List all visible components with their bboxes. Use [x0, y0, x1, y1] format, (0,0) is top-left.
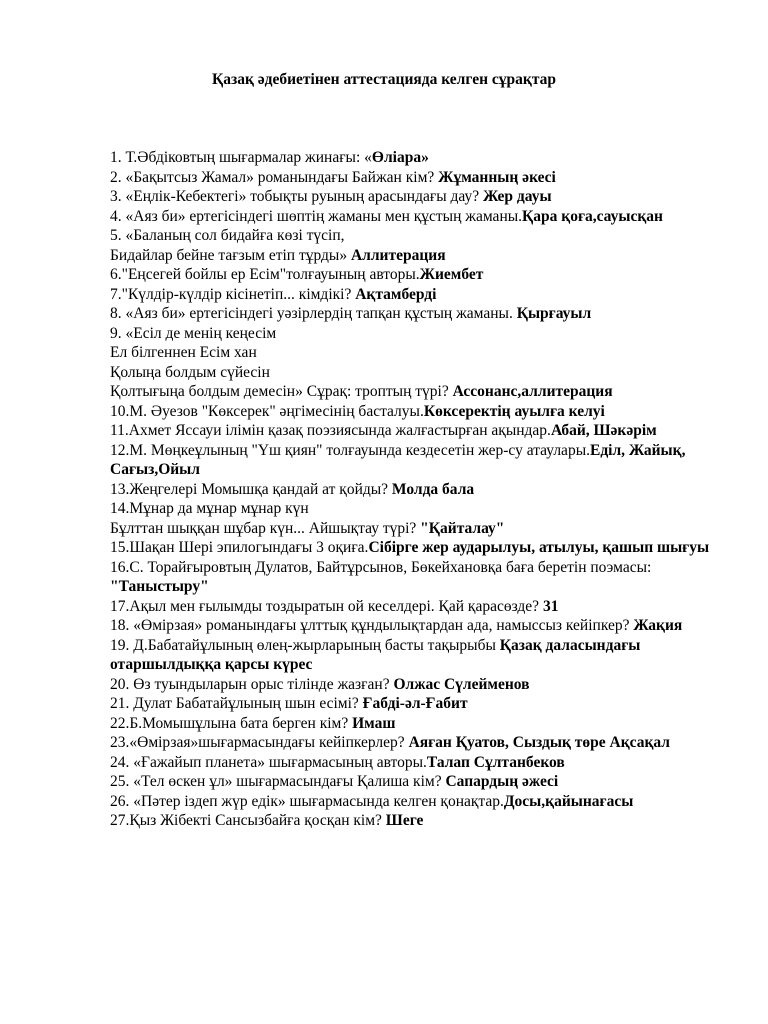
- question-item: [110, 304, 740, 324]
- question-item: [110, 811, 740, 831]
- question-item: [110, 324, 740, 402]
- question-text: 14.Мұнар да мұнар мұнар күн: [110, 500, 309, 517]
- question-item: [110, 265, 740, 285]
- question-line: [110, 402, 740, 422]
- question-text: 25. «Тел өскен ұл» шығармасындағы Қалиша кім?: [110, 773, 446, 790]
- question-item: [110, 168, 740, 188]
- question-line: [110, 714, 740, 734]
- question-line: [110, 772, 740, 792]
- question-line: [110, 636, 740, 675]
- question-item: [110, 187, 740, 207]
- question-item: [110, 480, 740, 500]
- answer-text: Молда бала: [391, 480, 475, 498]
- question-text: 10.М. Әуезов "Көксерек" әңгімесінің басталуы.: [110, 402, 424, 420]
- question-text: 13.Жеңгелері Момышқа қандай ат қойды?: [110, 480, 392, 498]
- question-item: [110, 441, 740, 480]
- question-item: [110, 538, 740, 558]
- answer-text: Ассонанс,аллитерация: [452, 383, 613, 400]
- question-item: [110, 714, 740, 734]
- answer-text: Жұманның әкесі: [438, 168, 556, 186]
- question-text: 1. Т.Әбдіковтың шығармалар жинағы: «: [110, 149, 372, 166]
- answer-text: Көксеректің ауылға келуі: [423, 402, 605, 420]
- question-text: 19. Д.Бабатайұлының өлең-жырларының басты тақырыбы: [110, 636, 500, 654]
- question-list: [110, 148, 740, 831]
- question-line: [110, 207, 740, 227]
- question-text: 17.Ақыл мен ғылымды тоздыратын ой кеселдері. Қай қарасөзде?: [110, 597, 543, 615]
- answer-text: Аллитерация: [350, 246, 446, 264]
- answer-text: Жиембет: [419, 266, 484, 283]
- question-text: 23.«Өмірзая»шығармасындағы кейіпкерлер?: [110, 734, 409, 751]
- answer-text: Өліара»: [371, 149, 429, 166]
- question-text: 4. «Аяз би» ертегісіндегі шөптің жаманы мен құстың жаманы.: [110, 207, 523, 225]
- question-text: 3. «Еңлік-Кебектегі» тобықты руының арасындағы дау?: [110, 188, 483, 205]
- question-line: [110, 187, 740, 207]
- question-line: [110, 597, 740, 617]
- answer-text: Еділ, Жайық, Сағыз,Ойыл: [110, 441, 686, 478]
- question-line: [110, 675, 740, 695]
- answer-text: "Қайталау": [420, 519, 505, 537]
- question-line: [110, 148, 740, 168]
- question-text: Бұлттан шыққан шұбар күн... Айшықтау түрі?: [110, 519, 421, 537]
- question-line: [110, 792, 740, 812]
- question-text: 22.Б.Момышұлына бата берген кім?: [110, 714, 353, 732]
- question-text: 16.С. Торайғыровтың Дулатов, Байтұрсынов, Бөкейхановқа баға беретін поэмасы:: [110, 558, 652, 576]
- question-item: [110, 402, 740, 422]
- question-line: [110, 616, 740, 636]
- question-line: [110, 343, 740, 363]
- question-line: [110, 382, 740, 402]
- question-text: 15.Шақан Шері эпилогындағы 3 оқиға.: [110, 539, 369, 556]
- question-line: [110, 304, 740, 324]
- question-text: 21. Дулат Бабатайұлының шын есімі?: [110, 695, 363, 712]
- question-text: 6."Еңсегей бойлы ер Есім"толғауының авторы.: [110, 266, 420, 283]
- question-text: 5. «Баланың сол бидайға көзі түсіп,: [110, 227, 345, 244]
- question-item: [110, 421, 740, 441]
- answer-text: 31: [542, 597, 559, 615]
- question-line: [110, 265, 740, 285]
- answer-text: Жер дауы: [483, 188, 552, 205]
- question-text: 7."Күлдір-күлдір кісінетіп... кімдікі?: [110, 285, 356, 303]
- question-text: 12.М. Мөңкеұлының "Үш қиян" толғауында кездесетін жер-су атаулары.: [110, 441, 590, 459]
- question-item: [110, 597, 740, 617]
- answer-text: Имаш: [352, 714, 396, 732]
- answer-text: Аяған Қуатов, Сыздық төре Ақсақал: [408, 734, 670, 751]
- question-item: [110, 792, 740, 812]
- question-item: [110, 733, 740, 753]
- question-item: [110, 207, 740, 227]
- question-item: [110, 499, 740, 538]
- answer-text: Досы,қайынағасы: [503, 792, 634, 810]
- question-item: [110, 148, 740, 168]
- answer-text: Олжас Сүлейменов: [393, 675, 530, 693]
- question-text: 18. «Өмірзая» романындағы ұлттық құндылықтардан ада, намыссыз кейіпкер?: [110, 617, 634, 634]
- question-line: [110, 519, 740, 539]
- question-item: [110, 226, 740, 265]
- question-line: [110, 324, 740, 344]
- question-item: [110, 772, 740, 792]
- question-line: [110, 558, 740, 597]
- answer-text: Қырғауыл: [516, 305, 592, 322]
- answer-text: Ақтамберді: [355, 285, 437, 303]
- answer-text: Қара қоға,сауысқан: [522, 207, 663, 225]
- question-line: [110, 480, 740, 500]
- question-item: [110, 636, 740, 675]
- answer-text: Абай, Шәкәрім: [550, 422, 657, 439]
- question-text: Қолыңа болдым сүйесін: [110, 363, 270, 381]
- answer-text: Талап Сұлтанбеков: [426, 753, 565, 771]
- question-line: [110, 499, 740, 519]
- answer-text: Жақия: [633, 617, 683, 634]
- question-line: [110, 421, 740, 441]
- question-line: [110, 246, 740, 266]
- question-text: 9. «Есіл де менің кеңесім: [110, 324, 277, 342]
- document-title: Қазақ әдебиетінен аттестацияда келген сұрақтар: [211, 71, 556, 88]
- question-item: [110, 558, 740, 597]
- question-text: 27.Қыз Жібекті Сансызбайға қосқан кім?: [110, 812, 386, 829]
- question-line: [110, 363, 740, 383]
- question-item: [110, 285, 740, 305]
- question-item: [110, 694, 740, 714]
- question-line: [110, 733, 740, 753]
- question-line: [110, 441, 740, 480]
- question-text: 2. «Бақытсыз Жамал» романындағы Байжан кім?: [110, 168, 439, 186]
- question-item: [110, 753, 740, 773]
- question-line: [110, 753, 740, 773]
- question-line: [110, 811, 740, 831]
- question-text: 8. «Аяз би» ертегісіндегі уәзірлердің тапқан құстың жаманы.: [110, 305, 517, 322]
- answer-text: Шеге: [385, 812, 424, 829]
- question-line: [110, 226, 740, 246]
- question-line: [110, 694, 740, 714]
- answer-text: Сапардың әжесі: [445, 773, 559, 790]
- question-text: Ел білгеннен Есім хан: [110, 344, 257, 361]
- question-text: Бидайлар бейне тағзым етіп тұрды»: [110, 246, 351, 264]
- answer-text: Сібірге жер аударылуы, атылуы, қашып шығуы: [368, 539, 710, 556]
- question-text: 11.Ахмет Яссауи ілімін қазақ поэзиясында жалғастырған ақындар.: [110, 422, 551, 439]
- question-line: [110, 538, 740, 558]
- question-line: [110, 168, 740, 188]
- question-text: Қолтығыңа болдым демесін» Сұрақ: троптың түрі?: [110, 383, 453, 400]
- question-line: [110, 285, 740, 305]
- question-item: [110, 675, 740, 695]
- question-text: 24. «Ғажайып планета» шығармасының авторы.: [110, 753, 427, 771]
- question-text: 20. Өз туындыларын орыс тілінде жазған?: [110, 675, 394, 693]
- answer-text: Ғабді-әл-Ғабит: [362, 695, 468, 712]
- question-text: 26. «Пәтер іздеп жүр едік» шығармасында келген қонақтар.: [110, 792, 504, 810]
- question-item: [110, 616, 740, 636]
- answer-text: "Таныстыру": [110, 578, 209, 595]
- answer-text: Қазақ даласындағы отаршылдыққа қарсы күрес: [110, 636, 641, 673]
